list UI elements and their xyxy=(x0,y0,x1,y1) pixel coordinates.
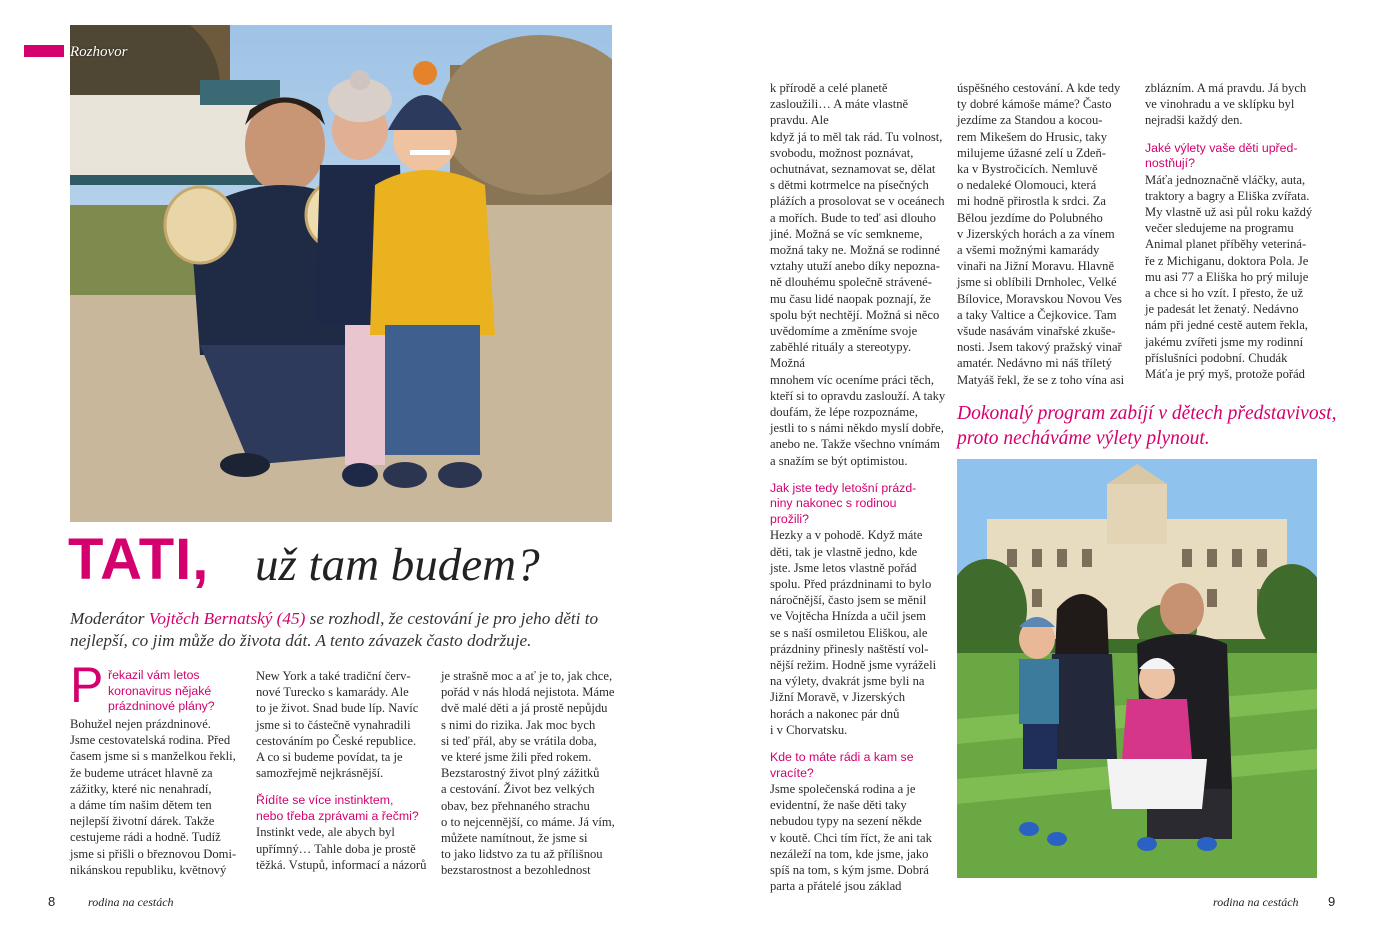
left-col1-text: Bohužel nejen prázdninové. Jsme cestovatelská rodina. Před časem jsme si s manželkou řekli, že budeme utrácet hlavně za zážitky, které nic nenahradí, a dáme tím našim dětem ten nejlepší životní dárek. Takže cestujeme rádi a hodně. Tudíž jsme si přišli o březnovou Domi- nikánskou republiku, květnový xyxy=(70,717,237,877)
title-main: TATI, xyxy=(68,527,210,592)
left-col2-text2: Instinkt vede, ale abych byl upřímný… Tahle doba je prostě těžká. Vstupů, informací a názorů xyxy=(256,825,427,872)
right-col2-text: úspěšného cestování. A kde tedy ty dobré kámoše máme? Často jezdíme za Standou a kocou- rem Mikešem do Hrusic, taky milujeme úžasné zelí u Zdeň- ka v Bystročicích. Nemluvě o nedaleké Olomouci, která mi hodně přirostla k srdci. Za Bělou jezdíme do Polubného v Jizerských horách a za vínem a všemi možnými kamarády vinaři na Jižní Moravu. Hlavně jsme si oblíbili Drnholec, Velké Bílovice, Moravskou Novou Ves a taky Valtice a Čejkovice. Tam všude nasávám vinařské zkuše- nosti. Jsem takový pražský vinař amatér. Nedávno mi náš tříletý Matyáš řekl, že se z toho vína asi xyxy=(957,81,1125,387)
lead-post: se rozhodl, že cestování je pro jeho děti to nejlepší, co jim může do života dát. A tento závazek často dodržuje. xyxy=(70,609,599,650)
right-col1-text3: Jsme společenská rodina a je evidentní, že naše děti taky nebudou typy na sezení někde v koutě. Chci tím říct, že ani tak nezáleží na tom, kde jsme, jako spíš na tom, s kým jsme. Dobrá parta a přátelé jsou základ xyxy=(770,782,932,894)
question-3: Jak jste tedy letošní prázd- niny nakonec s rodinou prožili? xyxy=(770,480,917,526)
family-castle-photo xyxy=(957,459,1317,878)
left-col2-block xyxy=(256,668,436,873)
page-number-right: 9 xyxy=(1328,894,1336,909)
title-sub: už tam budem? xyxy=(255,539,540,591)
family-park-photo xyxy=(70,25,612,522)
section-tag: Rozhovor xyxy=(70,44,128,60)
left-col3-text: je strašně moc a ať je to, jak chce, pořád v nás hlodá nejistota. Máme dvě malé děti a já prostě nepůjdu s nimi do rizika. Jak moc bych si teď přál, aby se vrátila doba, ve které jsme žili před rokem. Bezstarostný život plný zážitků a cestování. Život bez velkých obav, bez přehnaného strachu o to nejcennější, co máme. Já vím, můžete namítnout, že jsme si to jako lidstvo za tu až přílišnou bezstarostnost a bezohlednost xyxy=(441,669,615,878)
left-col2-text: New York a také tradiční červ- nové Turecko s kamarády. Ale to je život. Snad bude líp. Navíc jsme si to částečně vynahradili cestováním po České republice. A co si budeme povídat, ta je samozřejmě nejkrásnější. xyxy=(256,669,419,781)
right-col1-text: k přírodě a celé planetě zasloužili… A máte vlastně pravdu. Ale když já to měl tak rád. Tu volnost, svobodu, možnost poznávat, ochutnávat, seznamovat se, dělat s dětmi kotrmelce na písečných plážích a prosolovat se v oceánech a mořích. Bude to teď asi dlouho jiné. Možná se víc semkneme, možná taky ne. Možná se rodinné vztahy utuží anebo díky nepozna- ně dlouhému společně strávené- mu času lidé naopak poznají, že spolu být nechtějí. Možná si něco uvědomíme a změníme svoje zaběhlé rituály a stereotypy. Možná mnohem víc oceníme práci těch, kteří si to opravdu zaslouží. A taky doufám, že lépe rozpoznáme, jestli to s námi někdo myslí dobře, anebo ne. Takže všechno vnímám a snažím se být optimistou. xyxy=(770,81,946,468)
footer-name-left: rodina na cestách xyxy=(88,895,174,909)
question-1: řekazil vám letos koronavirus nějaké prázdninové plány? xyxy=(108,668,215,713)
pull-quote: Dokonalý program zabíjí v dětech představivost, proto necháváme výlety plynout. xyxy=(957,403,1337,449)
question-5: Jaké výlety vaše děti upřed- nostňují? xyxy=(1145,140,1298,171)
lead-name: Vojtěch Bernatský (45) xyxy=(148,609,306,628)
right-col3-text2: Máťa jednoznačně vláčky, auta, traktory a bagry a Eliška zvířata. My vlastně už asi půl roku každý večer sledujeme na programu Animal planet příběhy veteriná- ře z Michiganu, doktora Pola. Je mu asi 77 a Eliška ho prý miluje a chce si ho vzít. I přesto, že už je padesát let ženatý. Nedávno nám při jedné cestě autem řekla, jakému zvířeti jsme my rodinní příslušníci podobní. Chudák Máťa je prý myš, protože pořád xyxy=(1145,172,1313,382)
right-col1-text2: Hezky a v pohodě. Když máte děti, tak je vlastně jedno, kde jste. Jsme letos vlastně pořád spolu. Před prázdninami to bylo náročnější, často jsem se měnil ve Vojtěcha Hnízda a učil jsem se s naší osmiletou Eliškou, ale prázdniny přinesly naštěstí vol- nější režim. Hodně jsme vyráželi na výlety, dvakrát jsme byli na Jižní Moravě, v Jizerských horách a nakonec pár dnů i v Chorvatsku. xyxy=(770,528,937,737)
section-tag-bar xyxy=(24,45,64,57)
lead-pre: Moderátor xyxy=(70,609,149,628)
drop-cap: P xyxy=(70,657,104,713)
footer-name-right: rodina na cestách xyxy=(1213,895,1299,909)
right-col3-block xyxy=(1145,80,1325,382)
right-col3-text: zblázním. A má pravdu. Já bych ve vinohradu a ve sklípku byl nejradši každý den. xyxy=(1145,81,1307,128)
page-number-left: 8 xyxy=(48,894,56,909)
lead-paragraph xyxy=(70,608,615,652)
question-4: Kde to máte rádi a kam se vracíte? xyxy=(770,750,914,780)
right-col1-block xyxy=(770,80,948,894)
question-2: Řídíte se více instinktem, nebo třeba zprávami a řečmi? xyxy=(256,793,419,823)
